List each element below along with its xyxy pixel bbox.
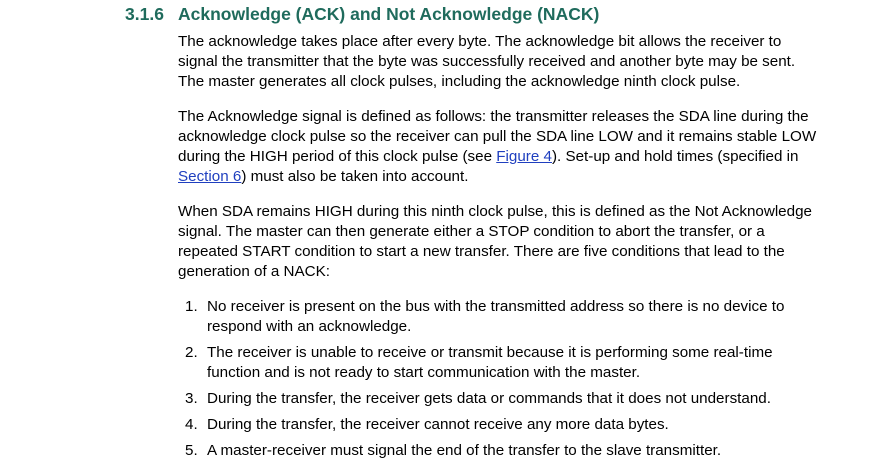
section-heading	[125, 4, 865, 25]
list-item	[178, 415, 818, 435]
section-title: Acknowledge (ACK) and Not Acknowledge (NACK)	[178, 4, 600, 24]
paragraph-ack-definition	[178, 107, 818, 187]
section-number: 3.1.6	[125, 4, 164, 24]
section-body	[178, 32, 818, 467]
paragraph-text: The Acknowledge signal is defined as follows: the transmitter releases the SDA line during the acknowledge clock pulse so the receiver can pull the SDA line LOW and it remains stable LOW during the HIGH period of this clock pulse (see	[178, 108, 817, 165]
figure-4-link[interactable]: Figure 4	[496, 148, 552, 165]
list-item-text: A master-receiver must signal the end of the transfer to the slave transmitter.	[207, 442, 722, 459]
list-item-text: No receiver is present on the bus with the transmitted address so there is no device to respond with an acknowledge.	[207, 298, 785, 335]
paragraph-text: ). Set-up and hold times (specified in	[551, 148, 799, 165]
list-item-text: The receiver is unable to receive or transmit because it is performing some real-time function and is not ready to start communication with the master.	[207, 344, 773, 381]
list-item-number: 3.	[185, 390, 198, 407]
list-item	[178, 389, 818, 409]
paragraph-nack-definition: When SDA remains HIGH during this ninth clock pulse, this is defined as the Not Acknowledge signal. The master can then generate either a STOP condition to abort the transfer, or a repeated START condition to start a new transfer. There are five conditions that lead to the generation of a NACK:	[178, 203, 812, 280]
list-item	[178, 441, 818, 461]
paragraph-ack-timing: The acknowledge takes place after every byte. The acknowledge bit allows the receiver to signal the transmitter that the byte was successfully received and another byte may be sent. The master generates all clock pulses, including the acknowledge ninth clock pulse.	[178, 33, 796, 90]
section-6-link[interactable]: Section 6	[178, 168, 242, 185]
list-item-text: During the transfer, the receiver gets data or commands that it does not understand.	[207, 390, 771, 407]
list-item-number: 4.	[185, 416, 198, 433]
list-item	[178, 297, 818, 337]
list-item-number: 2.	[185, 344, 198, 361]
paragraph-text: ) must also be taken into account.	[241, 168, 469, 185]
list-item	[178, 343, 818, 383]
list-item-number: 5.	[185, 442, 198, 459]
list-item-number: 1.	[185, 298, 198, 315]
list-item-text: During the transfer, the receiver cannot receive any more data bytes.	[207, 416, 669, 433]
nack-conditions-list	[178, 297, 818, 461]
